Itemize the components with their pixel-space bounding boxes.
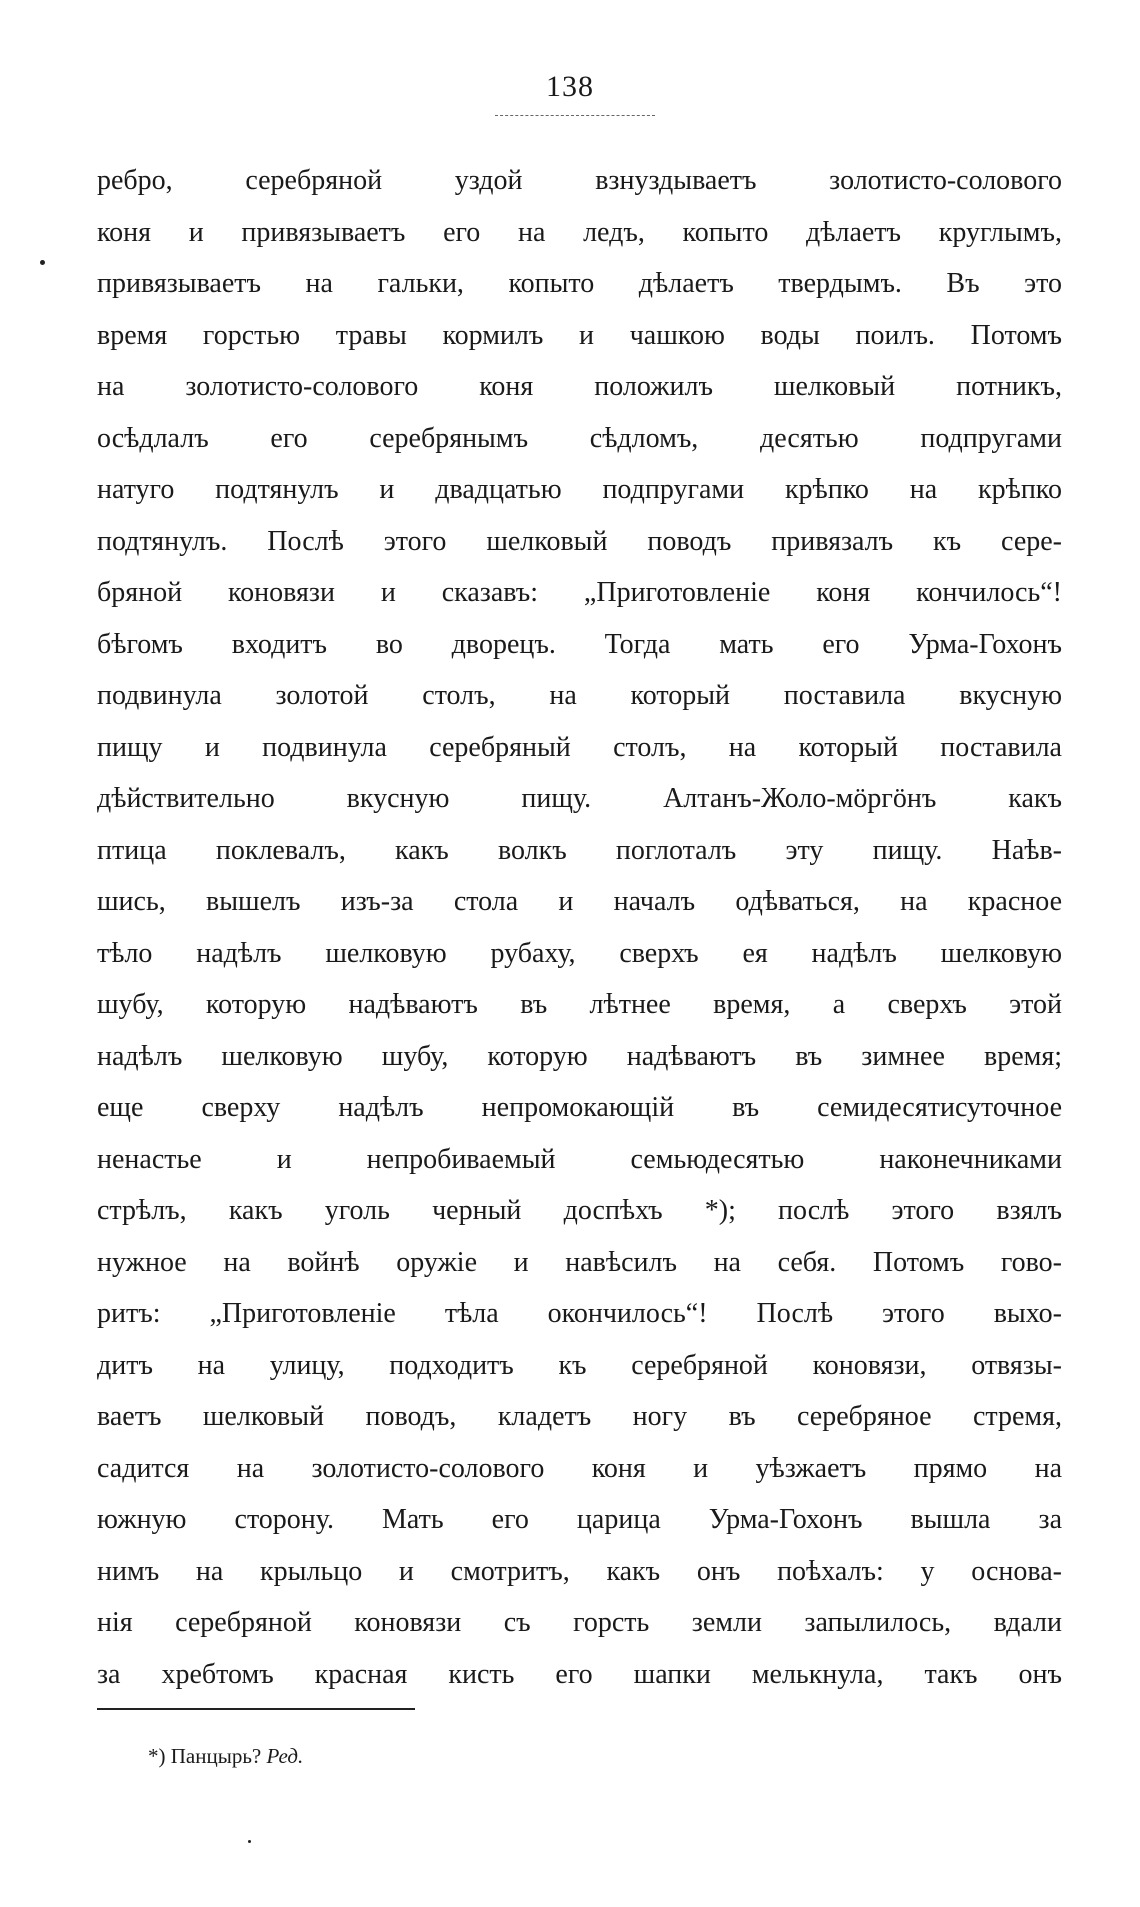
text-line: стрѣлъ, какъ уголь черный доспѣхъ *); послѣ этого взялъ — [97, 1195, 1062, 1226]
text-line: за хребтомъ красная кисть его шапки мелькнула, такъ онъ — [97, 1658, 1062, 1690]
text-line: дитъ на улицу, подходитъ къ серебряной коновязи, отвязы- — [97, 1349, 1062, 1381]
text-line: на золотисто-солового коня положилъ шелковый потникъ, — [97, 371, 1062, 402]
footnote-text: *) Панцырь? — [148, 1744, 262, 1768]
text-line: нія серебряной коновязи съ горсть земли запылилось, вдали — [97, 1607, 1062, 1638]
header-rule — [495, 115, 655, 116]
text-line: ваетъ шелковый поводъ, кладетъ ногу въ серебряное стремя, — [97, 1401, 1062, 1432]
text-line: шись, вышелъ изъ-за стола и началъ одѣваться, на красное — [97, 886, 1062, 917]
page-number: 138 — [546, 70, 594, 103]
text-line: пищу и подвинула серебряный столъ, на который поставила — [97, 731, 1062, 763]
text-line: натуго подтянулъ и двадцатью подпругами крѣпко на крѣпко — [97, 474, 1062, 505]
text-line: осѣдлалъ его серебрянымъ сѣдломъ, десятью подпругами — [97, 422, 1062, 454]
text-line: бряной коновязи и сказавъ: „Приготовленіе коня кончилось“! — [97, 577, 1062, 608]
scan-speck — [248, 1840, 251, 1843]
text-line: дѣйствительно вкусную пищу. Алтанъ-Жоло-мöргöнъ какъ — [97, 783, 1062, 814]
text-line: еще сверху надѣлъ непромокающій въ семидесятисуточное — [97, 1092, 1062, 1123]
text-line: южную сторону. Мать его царица Урма-Гохонъ вышла за — [97, 1504, 1062, 1535]
text-line: нимъ на крыльцо и смотритъ, какъ онъ поѣхалъ: у основа- — [97, 1555, 1062, 1587]
text-line: надѣлъ шелковую шубу, которую надѣваютъ въ зимнее время; — [97, 1040, 1062, 1072]
text-line: садится на золотисто-солового коня и уѣзжаетъ прямо на — [97, 1452, 1062, 1484]
text-line: подтянулъ. Послѣ этого шелковый поводъ привязалъ къ сере- — [97, 525, 1062, 557]
text-line: шубу, которую надѣваютъ въ лѣтнее время, а сверхъ этой — [97, 989, 1062, 1020]
body-text — [97, 155, 1062, 1700]
text-line: коня и привязываетъ его на ледъ, копыто дѣлаетъ круглымъ, — [97, 216, 1062, 248]
text-line: ненастье и непробиваемый семьюдесятью наконечниками — [97, 1143, 1062, 1175]
text-line: птица поклевалъ, какъ волкъ поглоталъ эту пищу. Наѣв- — [97, 834, 1062, 866]
text-line: ритъ: „Приготовленіе тѣла окончилось“! Послѣ этого выхо- — [97, 1298, 1062, 1329]
text-line: ребро, серебряной уздой взнуздываетъ золотисто-солового — [97, 165, 1062, 196]
footnote — [148, 1744, 303, 1769]
text-line: бѣгомъ входитъ во дворецъ. Тогда мать его Урма-Гохонъ — [97, 628, 1062, 660]
text-line: привязываетъ на гальки, копыто дѣлаетъ твердымъ. Въ это — [97, 268, 1062, 299]
text-line: время горстью травы кормилъ и чашкою воды поилъ. Потомъ — [97, 319, 1062, 351]
text-line: нужное на войнѣ оружіе и навѣсилъ на себя. Потомъ гово- — [97, 1246, 1062, 1278]
text-line: тѣло надѣлъ шелковую рубаху, сверхъ ея надѣлъ шелковую — [97, 937, 1062, 969]
text-line: подвинула золотой столъ, на который поставила вкусную — [97, 680, 1062, 711]
footnote-rule — [97, 1708, 415, 1710]
footnote-editor: Ред. — [266, 1744, 304, 1768]
scan-speck — [40, 260, 45, 265]
